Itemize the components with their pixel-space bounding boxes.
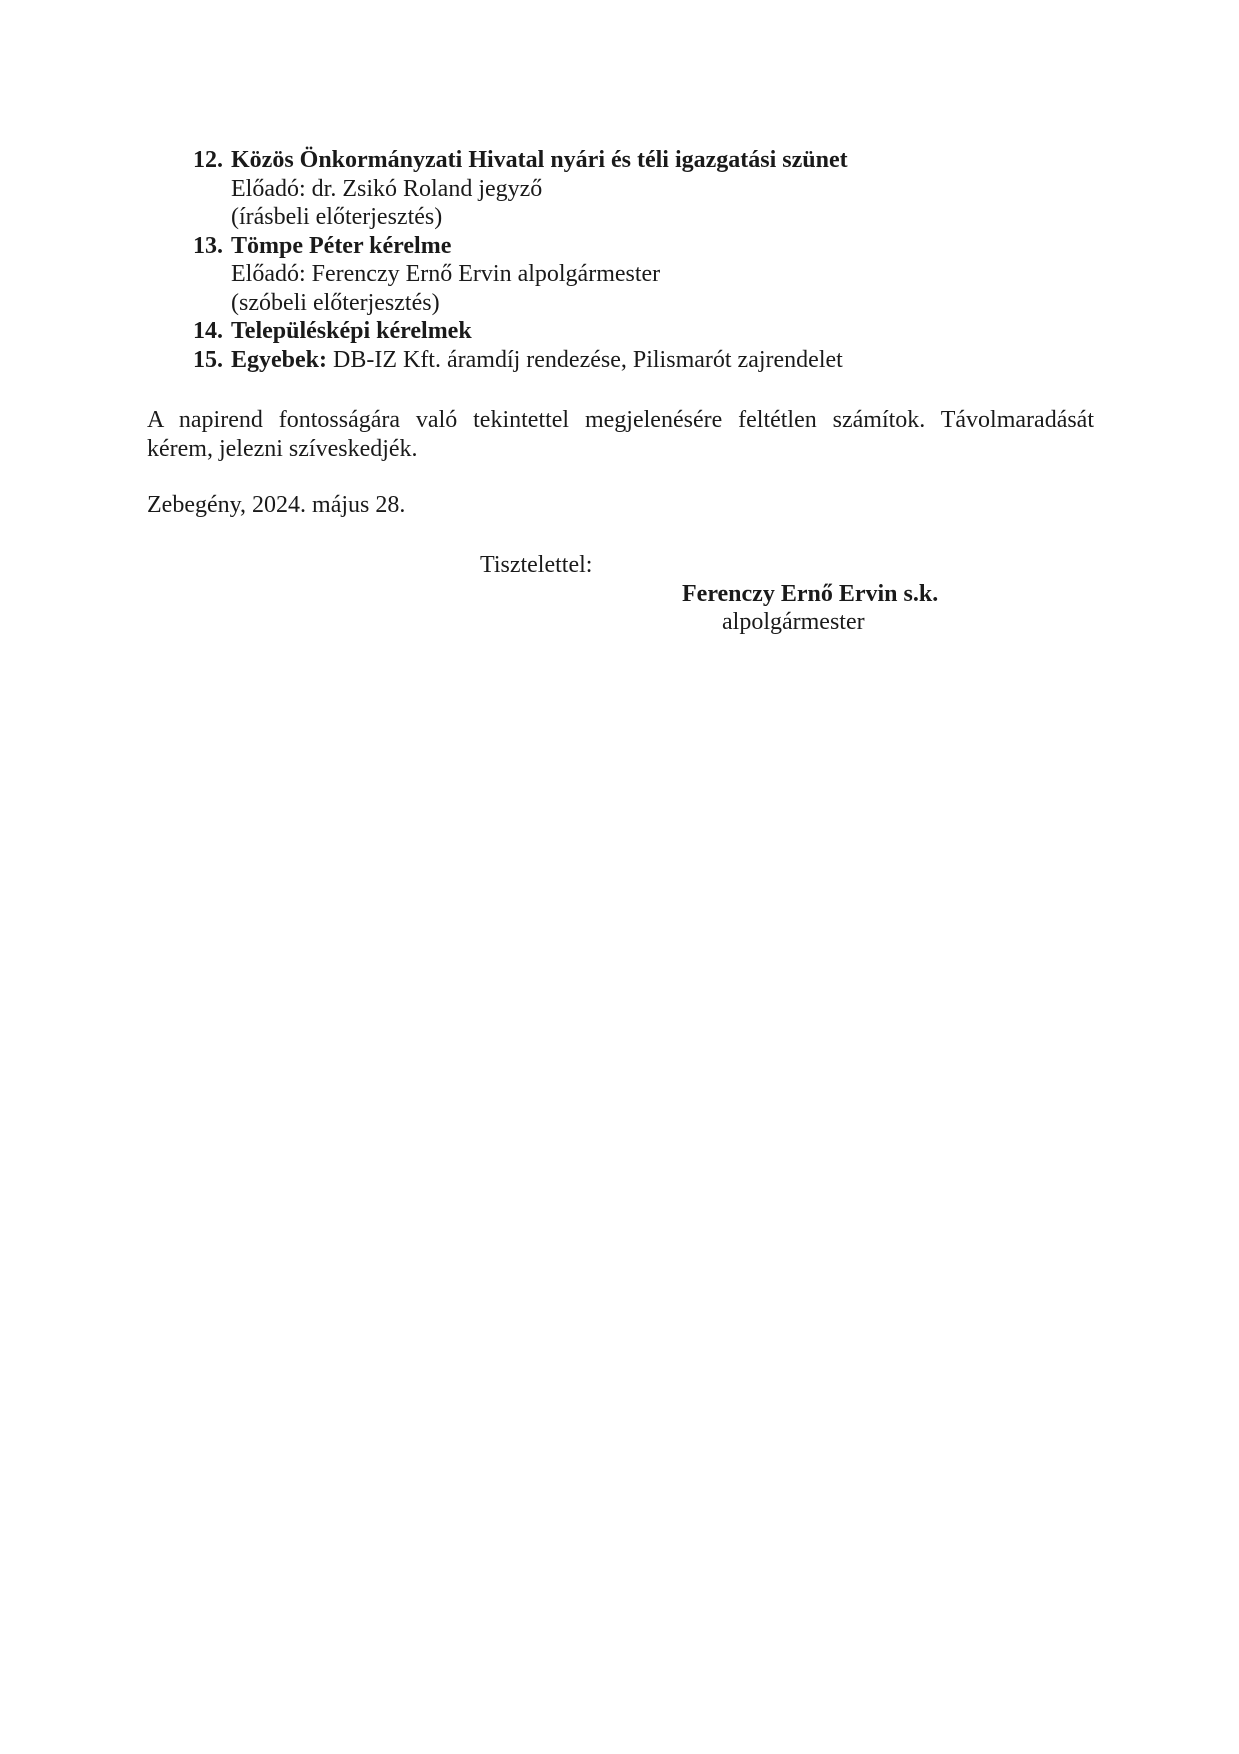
agenda-item-13 — [193, 232, 1093, 318]
closing-line-2: kérem, jelezni szíveskedjék. — [147, 435, 418, 462]
document-date: Zebegény, 2024. május 28. — [147, 492, 406, 518]
agenda-item-14 — [193, 317, 1093, 346]
agenda-list — [193, 146, 1093, 374]
agenda-item-title: Tömpe Péter kérelme — [231, 232, 452, 259]
agenda-item-submission: (szóbeli előterjesztés) — [231, 289, 440, 316]
agenda-item-number: 15. — [193, 346, 223, 373]
closing-paragraph — [147, 406, 1094, 463]
agenda-item-12 — [193, 146, 1093, 232]
agenda-item-title: Egyebek: — [231, 346, 327, 373]
signer-name: Ferenczy Ernő Ervin s.k. — [682, 581, 939, 607]
agenda-item-number: 13. — [193, 232, 223, 259]
agenda-item-number: 12. — [193, 147, 223, 173]
signer-title: alpolgármester — [722, 609, 865, 635]
greeting: Tisztelettel: — [480, 552, 593, 578]
agenda-item-title: Közös Önkormányzati Hivatal nyári és téli igazgatási szünet — [231, 147, 848, 173]
closing-line-1: A napirend fontosságára való tekintettel megjelenésére feltétlen számítok. Távolmaradását — [147, 407, 1094, 433]
agenda-item-15 — [193, 346, 1093, 375]
agenda-item-submission: (írásbeli előterjesztés) — [231, 204, 443, 230]
agenda-item-presenter: Előadó: dr. Zsikó Roland jegyző — [231, 175, 543, 202]
agenda-item-number: 14. — [193, 318, 223, 344]
agenda-item-presenter: Előadó: Ferenczy Ernő Ervin alpolgármester — [231, 261, 661, 287]
agenda-item-title: Településképi kérelmek — [231, 318, 472, 344]
agenda-item-details: DB-IZ Kft. áramdíj rendezése, Pilismarót zajrendelet — [327, 346, 843, 373]
